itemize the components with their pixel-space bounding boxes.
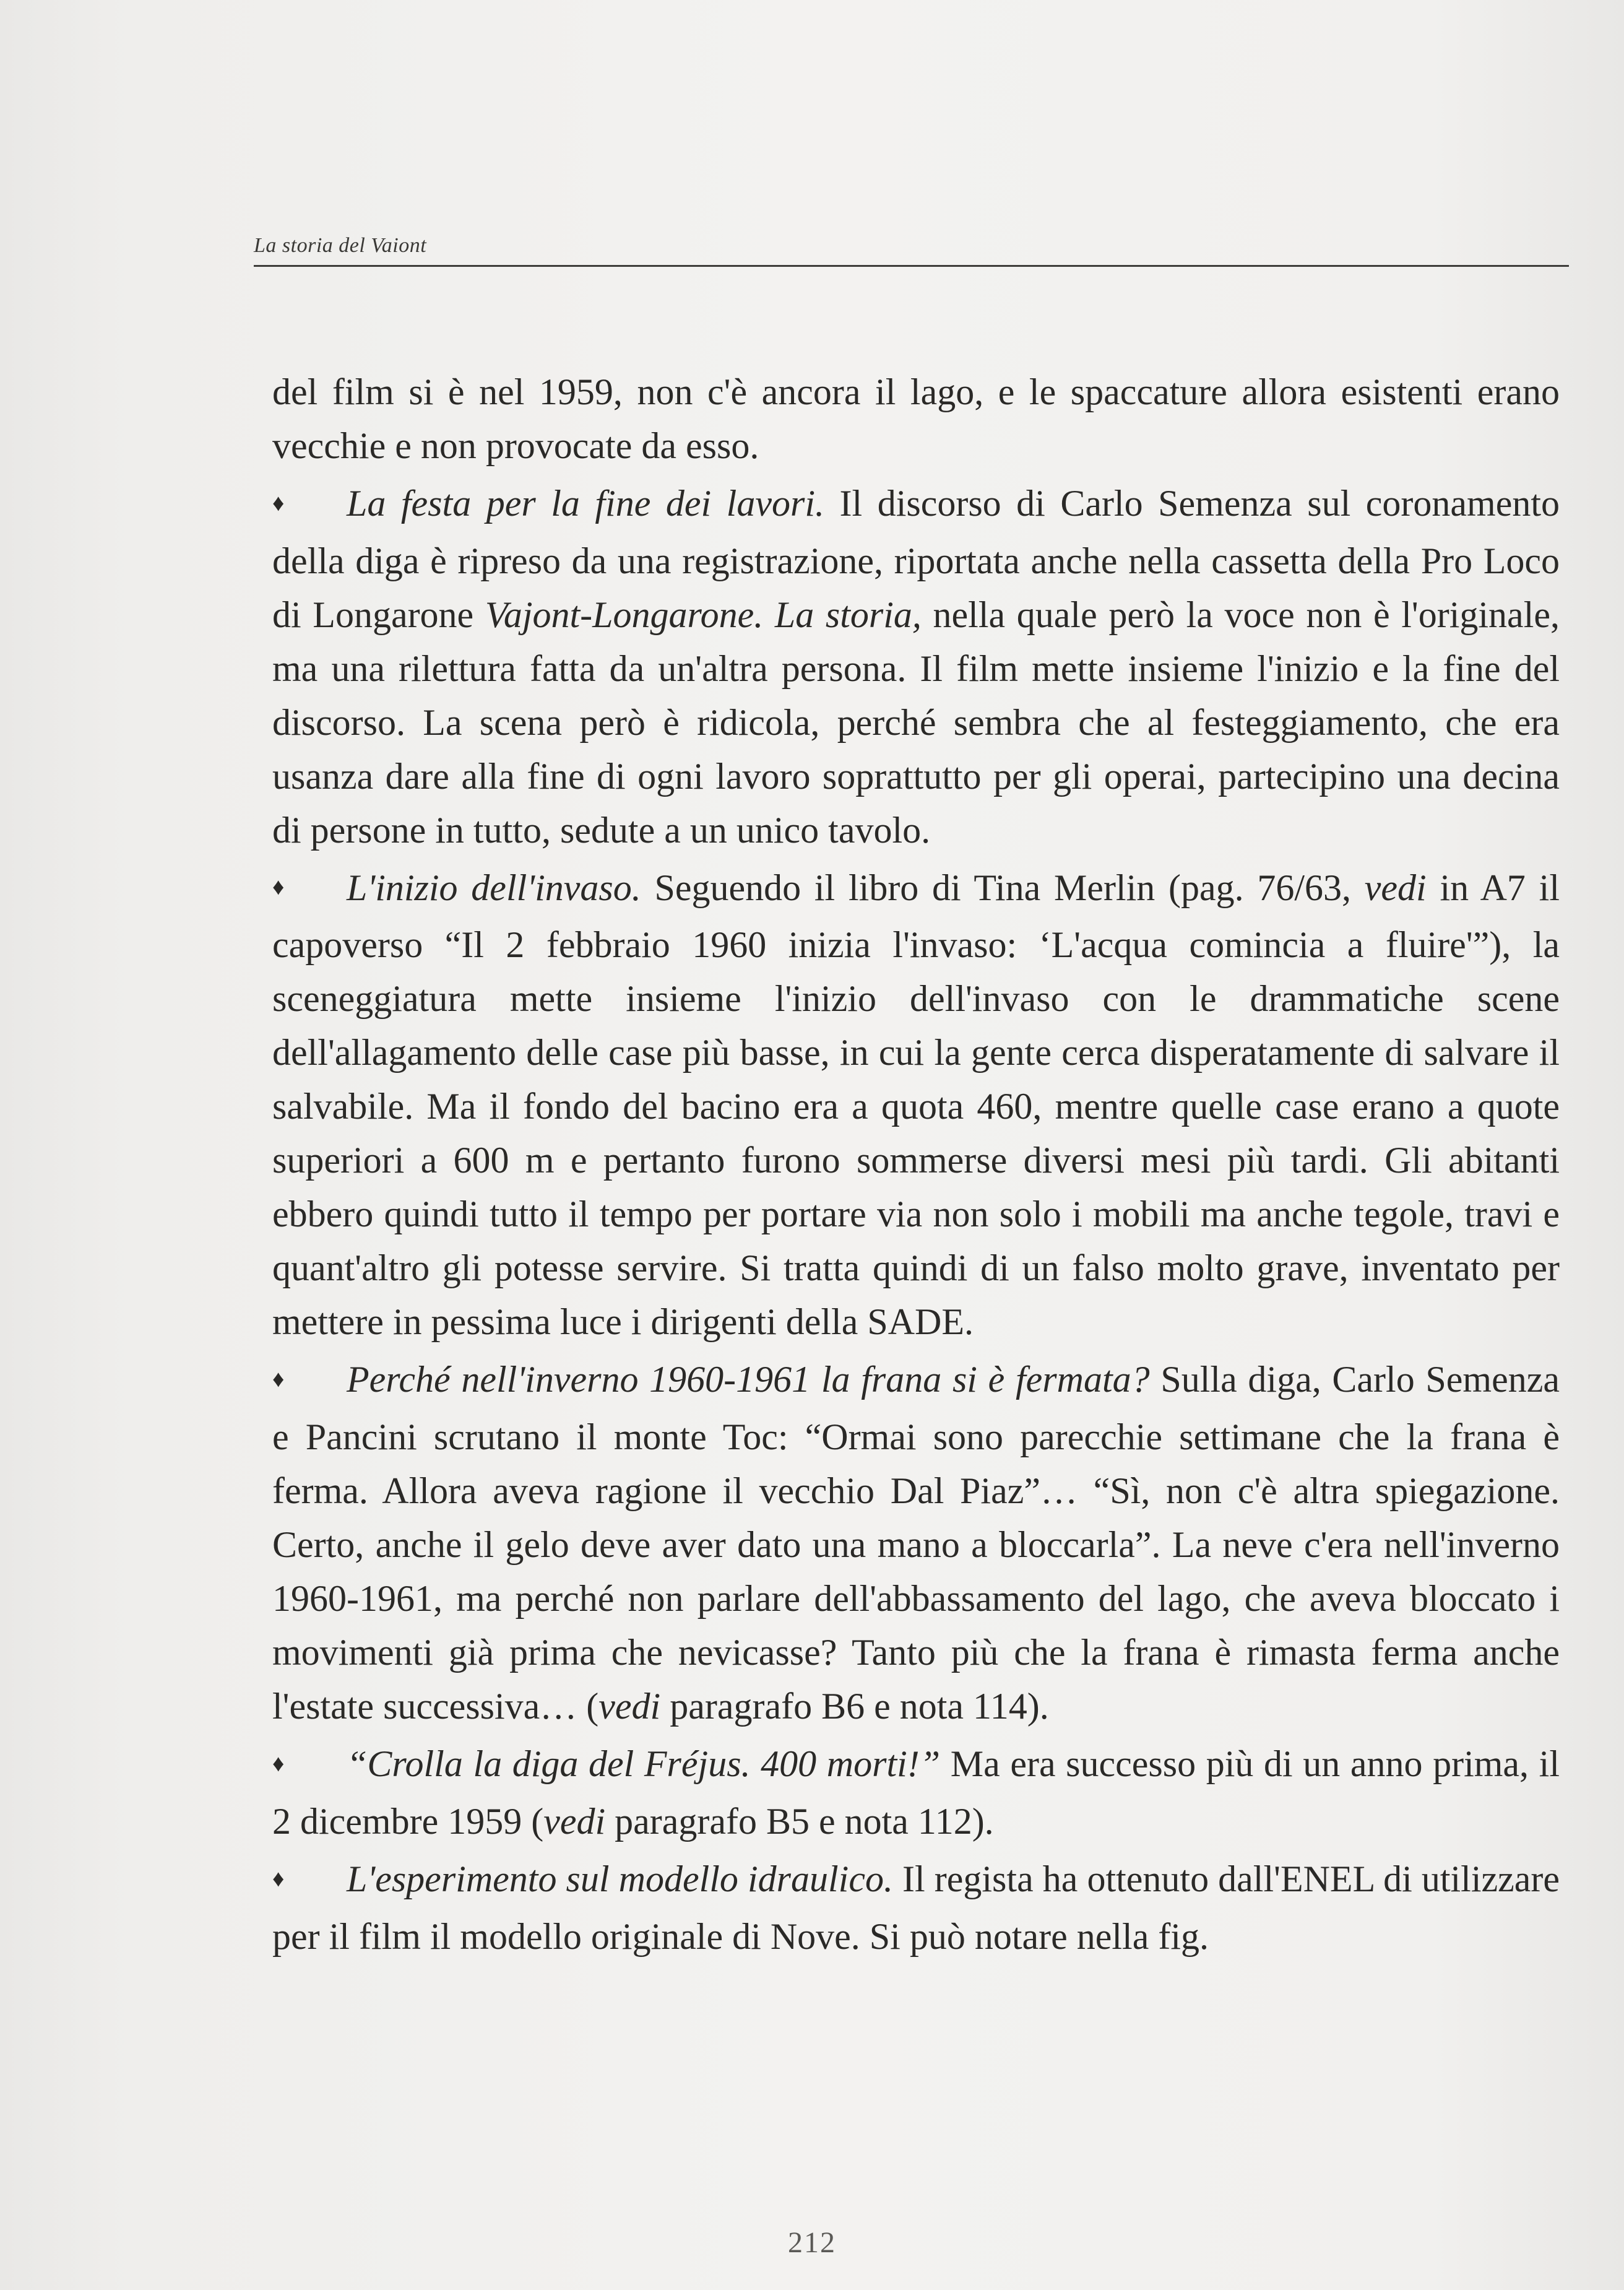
paragraph-text: paragrafo B6 e nota 114). (660, 1686, 1049, 1727)
paragraph-text: Ma era successo più di un anno prima, il 2 dicembre 1959 ( (272, 1743, 1560, 1842)
page-number: 212 (788, 2226, 836, 2259)
paragraph-text: del film si è nel 1959, non c'è ancora il lago, e le spaccature allora esistenti erano vecchie e non provocate da esso. (272, 371, 1560, 466)
paragraph-text: Seguendo il libro di Tina Merlin (pag. 76/63, (641, 867, 1365, 908)
paragraph-invaso (272, 861, 1560, 1350)
paragraph-continuation (272, 365, 1560, 473)
paragraph-title: “Crolla la diga del Fréjus. 400 morti!” (347, 1743, 941, 1785)
running-header: La storia del Vaiont (254, 234, 427, 257)
paragraph-festa (272, 477, 1560, 857)
paragraph-frejus (272, 1737, 1560, 1849)
paragraph-text: Sulla diga, Carlo Semenza e Pancini scrutano il monte Toc: “Ormai sono parecchie settimane che la frana è ferma. Allora aveva ragione il vecchio Dal Piaz”… “Sì, non c'è altra spiegazione. Certo, anche il gelo deve aver dato una mano a bloccarla”. La neve c'era nell'inverno 1960-1961, ma perché non parlare dell'abbassamento del lago, che aveva bloccato i movimenti già prima che nevicasse? Tanto più che la frana è rimasta ferma anche l'estate successiva… ( (272, 1359, 1560, 1727)
paragraph-inverno (272, 1353, 1560, 1733)
paragraph-text: Il discorso di Carlo Semenza sul coronamento della diga è ripreso da una registrazione, riportata anche nella cassetta della Pro Loco di Longarone (272, 483, 1560, 635)
paragraph-text: Il regista ha ottenuto dall'ENEL di utilizzare per il film il modello originale di Nove. Si può notare nella fig. (272, 1858, 1560, 1957)
paragraph-title: L'inizio dell'invaso. (347, 867, 641, 908)
vedi-ref: vedi (543, 1800, 606, 1842)
body-text (272, 365, 1560, 1967)
bullet-icon: ♦ (272, 1366, 285, 1393)
vedi-ref: vedi (1364, 867, 1427, 908)
paragraph-text: paragrafo B5 e nota 112). (605, 1800, 994, 1842)
vedi-ref: vedi (598, 1686, 661, 1727)
header-rule (254, 265, 1569, 267)
paragraph-text: in A7 il capoverso “Il 2 febbraio 1960 inizia l'invaso: ‘L'acqua comincia a fluire'”), la sceneggiatura mette insieme l'inizio dell'invaso con le drammatiche scene dell'allagamento delle case più basse, in cui la gente cerca disperatamente di salvare il salvabile. Ma il fondo del bacino era a quota 460, mentre quelle case erano a quote superiori a 600 m e pertanto furono sommerse diversi mesi più tardi. Gli abitanti ebbero quindi tutto il tempo per portare via non solo i mobili ma anche tegole, travi e quant'altro gli potesse servire. Si tratta quindi di un falso molto grave, inventato per mettere in pessima luce i dirigenti della SADE. (272, 867, 1560, 1343)
paragraph-title: Perché nell'inverno 1960-1961 la frana si è fermata? (347, 1359, 1150, 1400)
paragraph-title: La festa per la fine dei lavori. (347, 483, 825, 524)
work-title: Vajont-Longarone. La storia, (485, 594, 922, 635)
paragraph-text: nella quale però la voce non è l'originale, ma una rilettura fatta da un'altra persona. Il film mette insieme l'inizio e la fine del discorso. La scena però è ridicola, perché sembra che al festeggiamento, che era usanza dare alla fine di ogni lavoro soprattutto per gli operai, partecipino una decina di persone in tutto, sedute a un unico tavolo. (272, 594, 1560, 851)
bullet-icon: ♦ (272, 874, 285, 901)
bullet-icon: ♦ (272, 490, 285, 516)
bullet-icon: ♦ (272, 1865, 285, 1892)
bullet-icon: ♦ (272, 1750, 285, 1777)
paragraph-esperimento (272, 1852, 1560, 1964)
paragraph-title: L'esperimento sul modello idraulico. (347, 1858, 893, 1899)
